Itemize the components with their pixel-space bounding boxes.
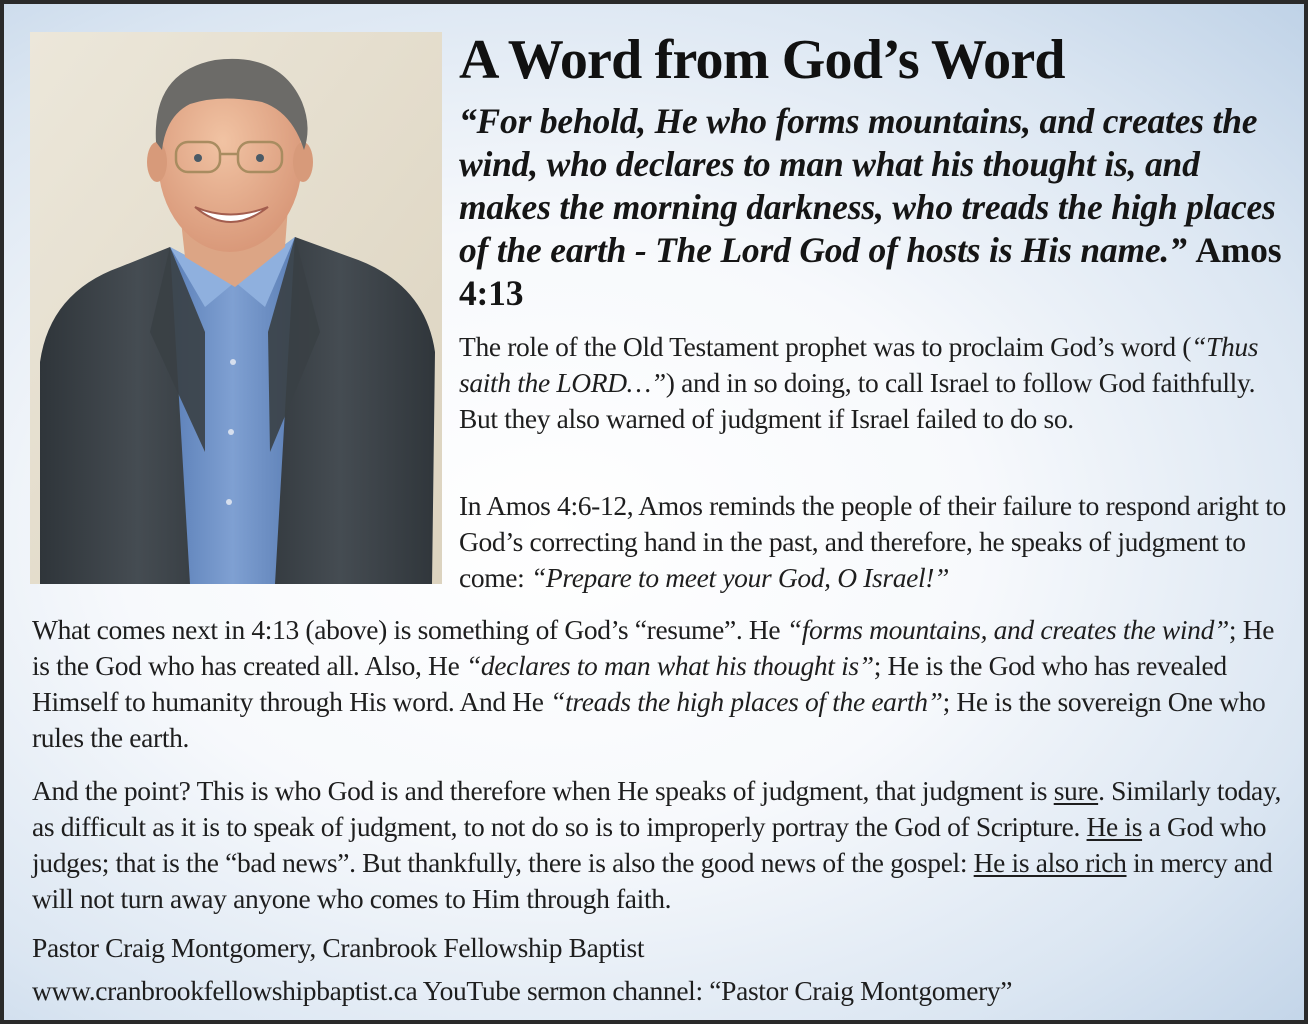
body-paragraph-3: What comes next in 4:13 (above) is something of God’s “resume”. He “forms mountains, and creates the wind”; He is the God who has created all. Also, He “declares to man what his thought is”; He is the God who has revealed Himself to humanity through His word. And He “treads the high places of the earth”; He is the sovereign One who rules the earth. (32, 614, 1275, 753)
body-paragraph-4: And the point? This is who God is and therefore when He speaks of judgment, that judgment is sure. Similarly today, as difficult as it is to speak of judgment, to not do so is to improperly portray the God of Scripture. He is a God who judges; that is the “bad news”. But thankfully, there is also the good news of the gospel: He is also rich in mercy and will not turn away anyone who comes to Him through faith. (32, 775, 1281, 914)
website-and-channel: www.cranbrookfellowshipbaptist.ca YouTube sermon channel: “Pastor Craig Montgomery” (32, 975, 1013, 1006)
body-paragraph-1: The role of the Old Testament prophet was to proclaim God’s word (“Thus saith the LORD…”) and in so doing, to call Israel to follow God faithfully. But they also warned of judgment if Israel failed to do so. (459, 331, 1259, 434)
author-signature: Pastor Craig Montgomery, Cranbrook Fellowship Baptist (32, 932, 645, 963)
body-paragraph-2: In Amos 4:6-12, Amos reminds the people of their failure to respond aright to God’s correcting hand in the past, and therefore, he speaks of judgment to come: “Prepare to meet your God, O Israel!” (459, 490, 1286, 593)
pastor-photo (30, 32, 442, 584)
scripture-quote (459, 100, 1299, 315)
verse-reference: Amos 4:13 (459, 230, 1282, 313)
headline: A Word from God’s Word (459, 29, 1065, 91)
verse-text: “For behold, He who forms mountains, and creates the wind, who declares to man what his thought is, and makes the morning darkness, who treads the high places of the earth - The Lord God of hosts is His name.” (459, 101, 1276, 270)
